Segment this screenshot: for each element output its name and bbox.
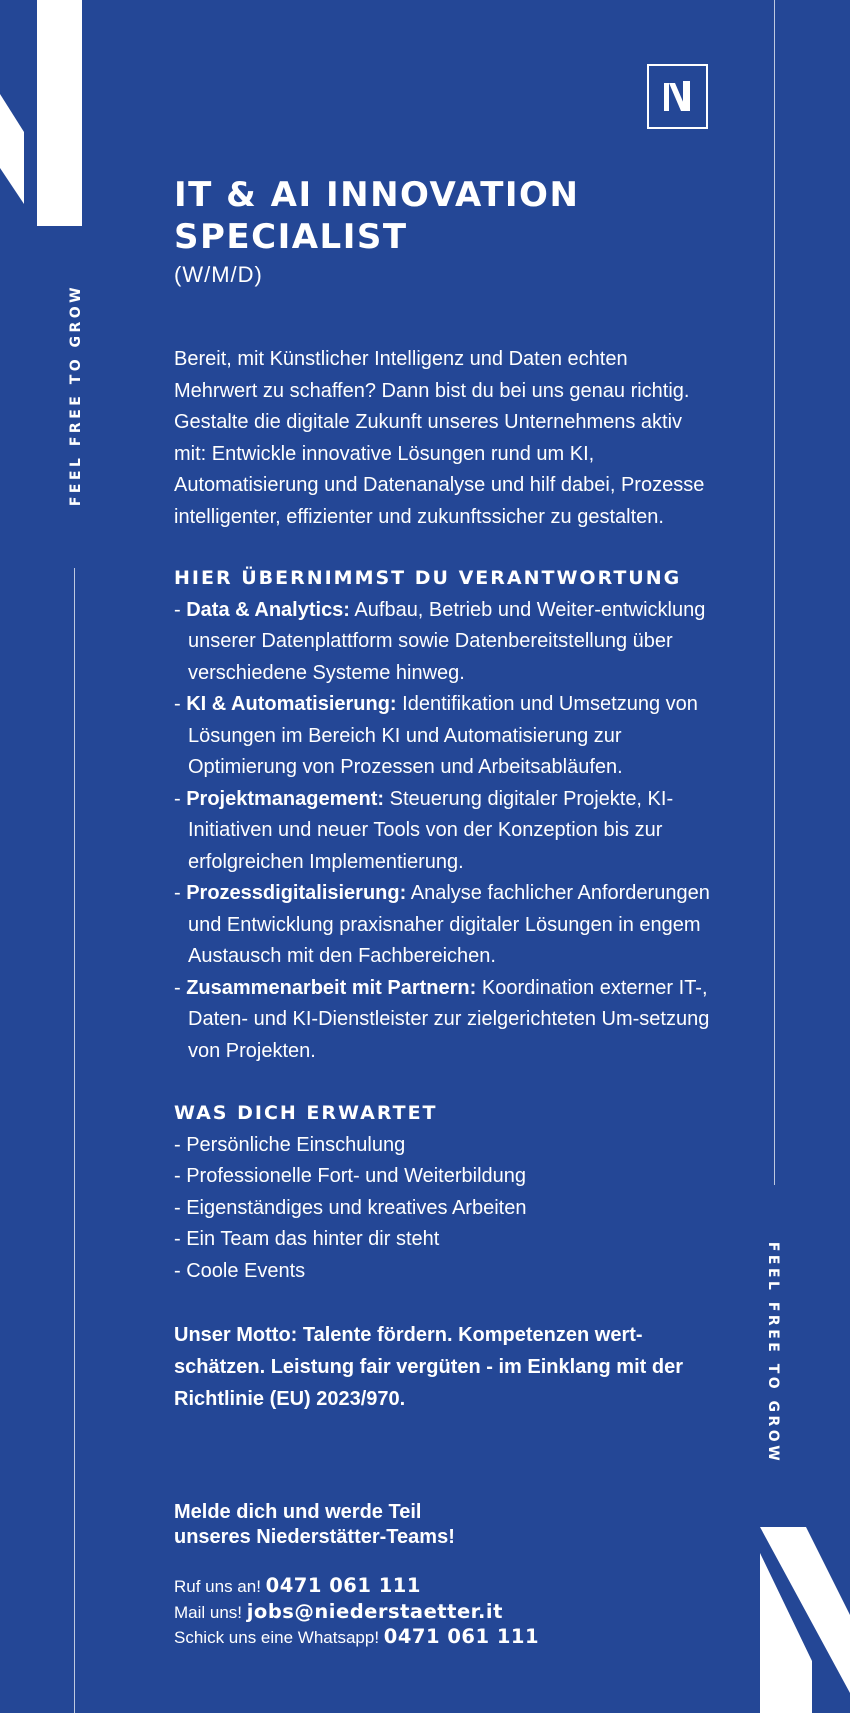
divider-line-right — [774, 0, 775, 1185]
contact-block — [174, 1574, 714, 1651]
responsibilities-heading: HIER ÜBERNIMMST DU VERANTWORTUNG — [174, 567, 682, 589]
contact-phone: Ruf uns an! 0471 061 111 — [174, 1574, 421, 1597]
list-item: - Coole Events — [174, 1259, 306, 1282]
list-item: - Prozessdigitalisierung: Analyse fachlicher Anforderungen und Entwicklung praxisnaher digitaler Lösungen in engem Austausch mit den Fachbereichen. — [174, 882, 710, 967]
list-item: - Persönliche Einschulung — [174, 1133, 406, 1156]
job-title-line-2: SPECIALIST — [174, 217, 408, 257]
list-item: - KI & Automatisierung: Identifikation und Umsetzung von Lösungen im Bereich KI und Automatisierung zur Optimierung von Prozessen und Arbeitsabläufen. — [174, 693, 698, 778]
responsibilities-list — [174, 595, 714, 1068]
company-logo — [647, 64, 708, 129]
list-item: - Data & Analytics: Aufbau, Betrieb und Weiter-entwicklung unserer Datenplattform sowie Datenbereitstellung über verschiedene Systeme hinweg. — [174, 598, 706, 684]
n-logo-icon — [664, 81, 692, 113]
contact-whatsapp: Schick uns eine Whatsapp! 0471 061 111 — [174, 1625, 540, 1648]
benefits-list — [174, 1130, 714, 1288]
job-title-line-1: IT & AI INNOVATION — [174, 175, 580, 215]
cta-line-2: unseres Niederstätter-Teams! — [174, 1526, 455, 1548]
tagline-vertical-left: FEEL FREE TO GROW — [68, 283, 84, 507]
tagline-vertical-right: FEEL FREE TO GROW — [765, 1241, 781, 1465]
list-item: - Professionelle Fort- und Weiterbildung — [174, 1165, 527, 1187]
divider-line-left — [74, 568, 75, 1713]
list-item: - Eigenständiges und kreatives Arbeiten — [174, 1196, 527, 1219]
list-item: - Projektmanagement: Steuerung digitaler Projekte, KI-Initiativen und neuer Tools von der Konzeption bis zur erfolgreichen Implementierung. — [174, 787, 674, 873]
intro-paragraph: Bereit, mit Künstlicher Intelligenz und Daten echten Mehrwert zu schaffen? Dann bist du bei uns genau richtig. Gestalte die digitale Zukunft unseres Unternehmens aktiv mit: Entwickle innovative Lösungen rund um KI, Automatisierung und Datenanalyse und hilf dabei, Prozesse intelligenter, effizienter und zukunftssicher zu gestalten. — [174, 348, 705, 528]
job-title — [174, 174, 714, 258]
email-link[interactable]: jobs@niederstaetter.it — [246, 1599, 503, 1623]
job-posting — [174, 174, 714, 1651]
company-motto: Unser Motto: Talente fördern. Kompetenzen wert-schätzen. Leistung fair vergüten - im Einklang mit der Richtlinie (EU) 2023/970. — [174, 1324, 683, 1410]
call-to-action — [174, 1500, 714, 1550]
benefits-heading: WAS DICH ERWARTET — [174, 1102, 438, 1124]
list-item: - Ein Team das hinter dir steht — [174, 1228, 440, 1250]
phone-link[interactable]: 0471 061 111 — [265, 1574, 421, 1597]
brand-n-shape-left — [0, 0, 82, 226]
list-item: - Zusammenarbeit mit Partnern: Koordination externer IT-, Daten- und KI-Dienstleister zur zielgerichteten Um-setzung von Projekten. — [174, 976, 710, 1062]
cta-line-1: Melde dich und werde Teil — [174, 1501, 422, 1523]
contact-email: Mail uns! jobs@niederstaetter.it — [174, 1599, 503, 1623]
job-gender-note: (W/M/D) — [174, 262, 263, 287]
brand-n-shape-right — [760, 1525, 850, 1713]
whatsapp-link[interactable]: 0471 061 111 — [383, 1625, 540, 1648]
